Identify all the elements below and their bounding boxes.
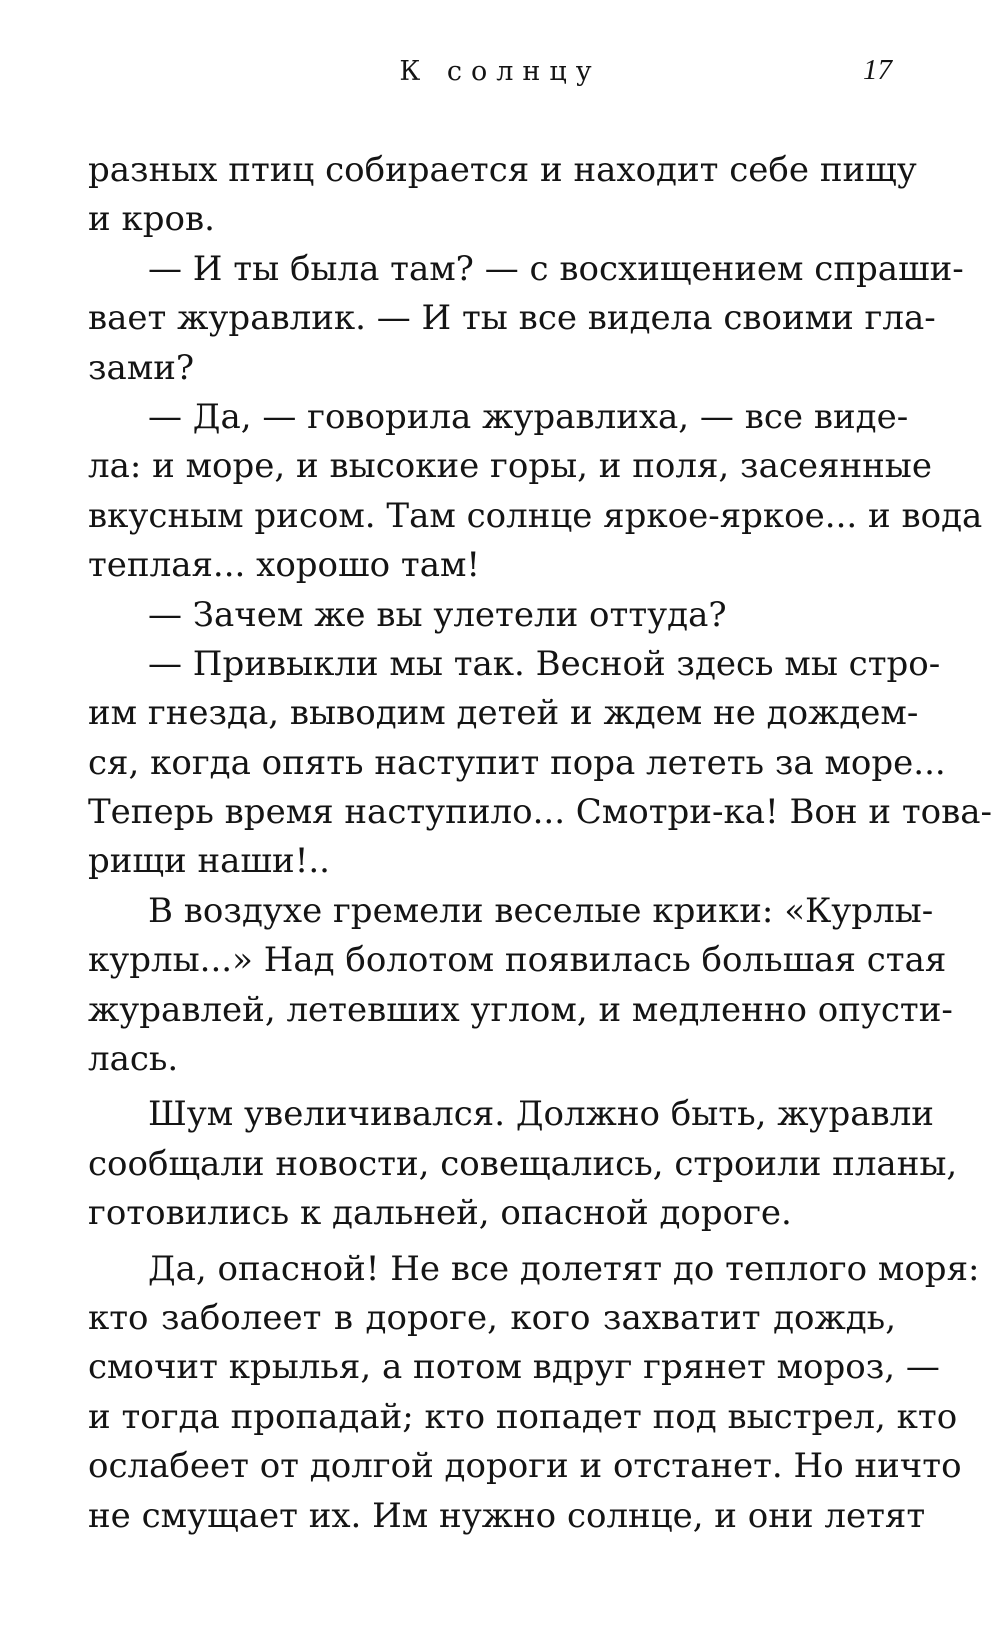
text-line: вкусным рисом. Там солнце яркое-яркое... и вода — [88, 495, 983, 536]
text-line: кто заболеет в дороге, кого захватит дождь, — [88, 1297, 896, 1338]
text-line: и кров. — [88, 199, 215, 240]
running-title: К солнцу — [399, 56, 601, 87]
text-line: ослабеет от долгой дороги и отстанет. Но ничто — [88, 1446, 962, 1487]
text-line: теплая... хорошо там! — [88, 545, 481, 586]
body-text — [88, 146, 993, 1541]
text-line: — Зачем же вы улетели оттуда? — [148, 594, 727, 635]
page-number: 17 — [863, 54, 892, 86]
text-line: курлы...» Над болотом появилась большая стая — [88, 940, 947, 981]
text-line: и тогда пропадай; кто попадет под выстрел, кто — [88, 1396, 958, 1437]
text-line: лась. — [88, 1039, 179, 1080]
text-line: им гнезда, выводим детей и ждем не дождем- — [88, 693, 919, 734]
text-line: разных птиц собирается и находит себе пищу — [88, 150, 917, 190]
text-line: зами? — [88, 347, 195, 388]
text-line: — Да, — говорила журавлиха, — все виде- — [148, 396, 909, 437]
text-line: журавлей, летевших углом, и медленно опусти- — [88, 989, 953, 1030]
text-line: ся, когда опять наступит пора лететь за море... — [88, 742, 946, 783]
text-line: В воздухе гремели веселые крики: «Курлы- — [148, 890, 934, 931]
text-line: рищи наши!.. — [88, 841, 330, 882]
text-line: готовились к дальней, опасной дороге. — [88, 1193, 792, 1234]
text-line: — И ты была там? — с восхищением спраши- — [148, 248, 964, 289]
text-line: сообщали новости, совещались, строили планы, — [88, 1143, 958, 1184]
text-line: Да, опасной! Не все долетят до теплого моря: — [148, 1248, 980, 1289]
text-line: Шум увеличивался. Должно быть, журавли — [148, 1094, 934, 1135]
text-line: — Привыкли мы так. Весной здесь мы стро- — [148, 643, 941, 684]
text-line: не смущает их. Им нужно солнце, и они летят — [88, 1495, 926, 1536]
text-line: Теперь время наступило... Смотри-ка! Вон и това- — [88, 792, 993, 833]
text-line: ла: и море, и высокие горы, и поля, засеянные — [88, 446, 932, 487]
text-line: смочит крылья, а потом вдруг грянет мороз, — — [88, 1347, 940, 1388]
text-line: вает журавлик. — И ты все видела своими гла- — [88, 298, 936, 339]
